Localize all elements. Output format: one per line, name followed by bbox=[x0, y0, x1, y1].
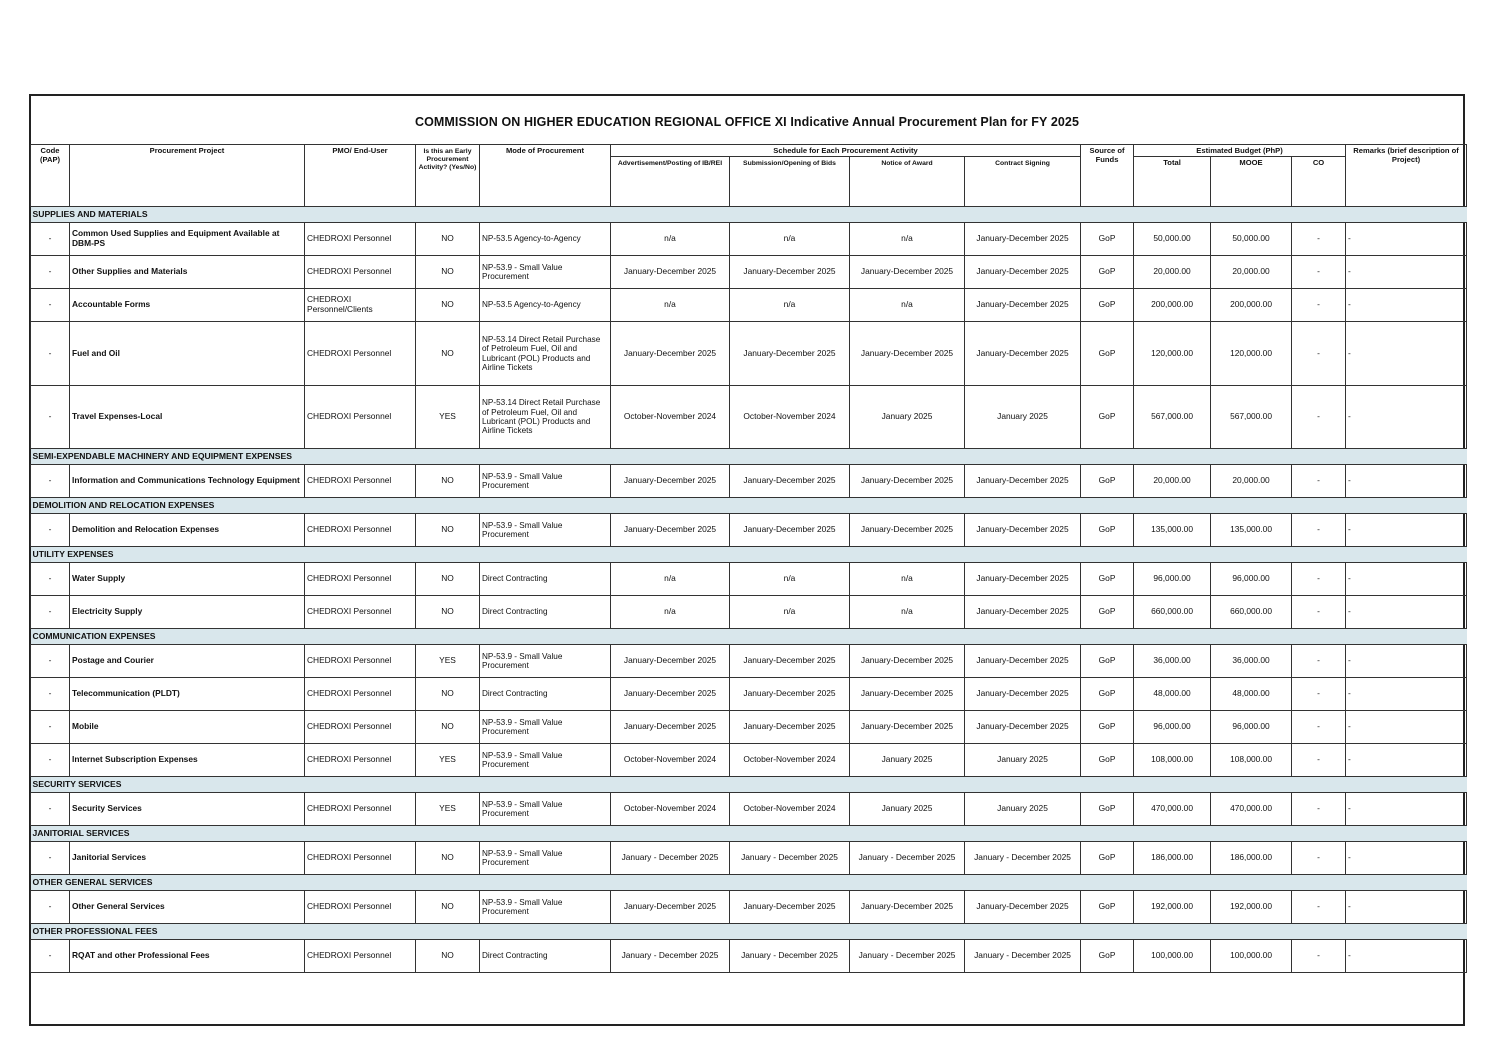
mode-cell: NP-53.9 - Small Value Procurement bbox=[480, 465, 611, 498]
mooe-cell: 20,000.00 bbox=[1211, 465, 1292, 498]
total-cell: 36,000.00 bbox=[1134, 645, 1211, 678]
header-mooe: MOOE bbox=[1211, 157, 1292, 207]
early-cell: NO bbox=[416, 223, 480, 256]
section-row bbox=[31, 547, 1467, 563]
project-cell: Demolition and Relocation Expenses bbox=[70, 514, 305, 547]
submission-cell: October-November 2024 bbox=[730, 386, 850, 449]
project-cell: Fuel and Oil bbox=[70, 322, 305, 386]
funds-cell: GoP bbox=[1081, 793, 1134, 826]
mode-cell: NP-53.9 - Small Value Procurement bbox=[480, 711, 611, 744]
total-cell: 20,000.00 bbox=[1134, 465, 1211, 498]
section-title: SEMI-EXPENDABLE MACHINERY AND EQUIPMENT EXPENSES bbox=[31, 449, 1467, 465]
remarks-cell: - bbox=[1346, 678, 1467, 711]
table-row bbox=[31, 289, 1467, 322]
table-row bbox=[31, 322, 1467, 386]
funds-cell: GoP bbox=[1081, 223, 1134, 256]
early-cell: NO bbox=[416, 678, 480, 711]
submission-cell: January-December 2025 bbox=[730, 322, 850, 386]
funds-cell: GoP bbox=[1081, 465, 1134, 498]
table-row bbox=[31, 223, 1467, 256]
code-cell: - bbox=[31, 793, 70, 826]
remarks-cell: - bbox=[1346, 940, 1467, 973]
funds-cell: GoP bbox=[1081, 514, 1134, 547]
advertisement-cell: January-December 2025 bbox=[611, 891, 730, 924]
header-mode: Mode of Procurement bbox=[480, 145, 611, 207]
mode-cell: Direct Contracting bbox=[480, 940, 611, 973]
code-cell: - bbox=[31, 842, 70, 875]
header-code: Code (PAP) bbox=[31, 145, 70, 207]
total-cell: 192,000.00 bbox=[1134, 891, 1211, 924]
mode-cell: NP-53.9 - Small Value Procurement bbox=[480, 842, 611, 875]
submission-cell: January-December 2025 bbox=[730, 711, 850, 744]
project-cell: Janitorial Services bbox=[70, 842, 305, 875]
submission-cell: January-December 2025 bbox=[730, 514, 850, 547]
table-row bbox=[31, 891, 1467, 924]
project-cell: RQAT and other Professional Fees bbox=[70, 940, 305, 973]
remarks-cell: - bbox=[1346, 514, 1467, 547]
code-cell: - bbox=[31, 678, 70, 711]
notice-of-award-cell: January-December 2025 bbox=[850, 322, 965, 386]
remarks-cell: - bbox=[1346, 744, 1467, 777]
total-cell: 96,000.00 bbox=[1134, 711, 1211, 744]
mooe-cell: 120,000.00 bbox=[1211, 322, 1292, 386]
code-cell: - bbox=[31, 256, 70, 289]
advertisement-cell: October-November 2024 bbox=[611, 744, 730, 777]
notice-of-award-cell: January-December 2025 bbox=[850, 256, 965, 289]
co-cell: - bbox=[1292, 514, 1346, 547]
submission-cell: n/a bbox=[730, 563, 850, 596]
total-cell: 20,000.00 bbox=[1134, 256, 1211, 289]
code-cell: - bbox=[31, 322, 70, 386]
funds-cell: GoP bbox=[1081, 256, 1134, 289]
pmo-cell: CHEDROXI Personnel bbox=[305, 223, 416, 256]
advertisement-cell: January-December 2025 bbox=[611, 514, 730, 547]
code-cell: - bbox=[31, 289, 70, 322]
total-cell: 48,000.00 bbox=[1134, 678, 1211, 711]
header-contract-signing: Contract Signing bbox=[965, 157, 1081, 207]
early-cell: NO bbox=[416, 891, 480, 924]
remarks-cell: - bbox=[1346, 563, 1467, 596]
section-row bbox=[31, 875, 1467, 891]
notice-of-award-cell: January - December 2025 bbox=[850, 940, 965, 973]
header-early: Is this an Early Procurement Activity? (Yes/No) bbox=[416, 145, 480, 207]
code-cell: - bbox=[31, 596, 70, 629]
mode-cell: NP-53.9 - Small Value Procurement bbox=[480, 744, 611, 777]
mooe-cell: 36,000.00 bbox=[1211, 645, 1292, 678]
early-cell: NO bbox=[416, 842, 480, 875]
project-cell: Travel Expenses-Local bbox=[70, 386, 305, 449]
header-pmo: PMO/ End-User bbox=[305, 145, 416, 207]
funds-cell: GoP bbox=[1081, 596, 1134, 629]
project-cell: Security Services bbox=[70, 793, 305, 826]
table-row bbox=[31, 940, 1467, 973]
project-cell: Accountable Forms bbox=[70, 289, 305, 322]
table-row bbox=[31, 386, 1467, 449]
table-row bbox=[31, 645, 1467, 678]
header-funds: Source of Funds bbox=[1081, 145, 1134, 207]
notice-of-award-cell: January-December 2025 bbox=[850, 514, 965, 547]
mode-cell: NP-53.14 Direct Retail Purchase of Petroleum Fuel, Oil and Lubricant (POL) Products and Airline Tickets bbox=[480, 386, 611, 449]
section-title: UTILITY EXPENSES bbox=[31, 547, 1467, 563]
header-schedule: Schedule for Each Procurement Activity bbox=[611, 145, 1081, 157]
early-cell: YES bbox=[416, 645, 480, 678]
table-row bbox=[31, 256, 1467, 289]
project-cell: Other Supplies and Materials bbox=[70, 256, 305, 289]
funds-cell: GoP bbox=[1081, 744, 1134, 777]
section-row bbox=[31, 449, 1467, 465]
project-cell: Water Supply bbox=[70, 563, 305, 596]
advertisement-cell: January - December 2025 bbox=[611, 842, 730, 875]
submission-cell: January-December 2025 bbox=[730, 645, 850, 678]
project-cell: Telecommunication (PLDT) bbox=[70, 678, 305, 711]
table-row bbox=[31, 678, 1467, 711]
section-title: JANITORIAL SERVICES bbox=[31, 826, 1467, 842]
early-cell: NO bbox=[416, 289, 480, 322]
pmo-cell: CHEDROXI Personnel bbox=[305, 645, 416, 678]
funds-cell: GoP bbox=[1081, 940, 1134, 973]
remarks-cell: - bbox=[1346, 289, 1467, 322]
project-cell: Internet Subscription Expenses bbox=[70, 744, 305, 777]
funds-cell: GoP bbox=[1081, 711, 1134, 744]
total-cell: 108,000.00 bbox=[1134, 744, 1211, 777]
section-row bbox=[31, 924, 1467, 940]
co-cell: - bbox=[1292, 289, 1346, 322]
mode-cell: Direct Contracting bbox=[480, 678, 611, 711]
table-row bbox=[31, 744, 1467, 777]
remarks-cell: - bbox=[1346, 842, 1467, 875]
header-advertisement: Advertisement/Posting of IB/REI bbox=[611, 157, 730, 207]
pmo-cell: CHEDROXI Personnel bbox=[305, 322, 416, 386]
mode-cell: NP-53.9 - Small Value Procurement bbox=[480, 891, 611, 924]
mooe-cell: 135,000.00 bbox=[1211, 514, 1292, 547]
project-cell: Common Used Supplies and Equipment Available at DBM-PS bbox=[70, 223, 305, 256]
notice-of-award-cell: January - December 2025 bbox=[850, 842, 965, 875]
pmo-cell: CHEDROXI Personnel bbox=[305, 465, 416, 498]
contract-signing-cell: January - December 2025 bbox=[965, 940, 1081, 973]
advertisement-cell: n/a bbox=[611, 289, 730, 322]
notice-of-award-cell: January 2025 bbox=[850, 793, 965, 826]
contract-signing-cell: January-December 2025 bbox=[965, 223, 1081, 256]
mooe-cell: 96,000.00 bbox=[1211, 711, 1292, 744]
notice-of-award-cell: January-December 2025 bbox=[850, 711, 965, 744]
advertisement-cell: n/a bbox=[611, 596, 730, 629]
header-co: CO bbox=[1292, 157, 1346, 207]
section-row bbox=[31, 777, 1467, 793]
early-cell: NO bbox=[416, 256, 480, 289]
contract-signing-cell: January-December 2025 bbox=[965, 891, 1081, 924]
co-cell: - bbox=[1292, 645, 1346, 678]
pmo-cell: CHEDROXI Personnel bbox=[305, 563, 416, 596]
procurement-table bbox=[30, 144, 1467, 973]
table-row bbox=[31, 711, 1467, 744]
advertisement-cell: January-December 2025 bbox=[611, 678, 730, 711]
code-cell: - bbox=[31, 563, 70, 596]
advertisement-cell: January-December 2025 bbox=[611, 256, 730, 289]
early-cell: YES bbox=[416, 744, 480, 777]
submission-cell: January-December 2025 bbox=[730, 678, 850, 711]
section-row bbox=[31, 826, 1467, 842]
notice-of-award-cell: January-December 2025 bbox=[850, 891, 965, 924]
section-title: SUPPLIES AND MATERIALS bbox=[31, 207, 1467, 223]
header-budget: Estimated Budget (PhP) bbox=[1134, 145, 1346, 157]
co-cell: - bbox=[1292, 386, 1346, 449]
code-cell: - bbox=[31, 223, 70, 256]
notice-of-award-cell: January-December 2025 bbox=[850, 645, 965, 678]
mode-cell: Direct Contracting bbox=[480, 596, 611, 629]
project-cell: Electricity Supply bbox=[70, 596, 305, 629]
co-cell: - bbox=[1292, 563, 1346, 596]
mooe-cell: 660,000.00 bbox=[1211, 596, 1292, 629]
remarks-cell: - bbox=[1346, 645, 1467, 678]
procurement-plan-document bbox=[29, 94, 1465, 1026]
total-cell: 100,000.00 bbox=[1134, 940, 1211, 973]
mode-cell: NP-53.14 Direct Retail Purchase of Petroleum Fuel, Oil and Lubricant (POL) Products and Airline Tickets bbox=[480, 322, 611, 386]
early-cell: YES bbox=[416, 793, 480, 826]
notice-of-award-cell: n/a bbox=[850, 223, 965, 256]
early-cell: NO bbox=[416, 563, 480, 596]
mooe-cell: 100,000.00 bbox=[1211, 940, 1292, 973]
table-row bbox=[31, 563, 1467, 596]
table-row bbox=[31, 842, 1467, 875]
section-title: COMMUNICATION EXPENSES bbox=[31, 629, 1467, 645]
mooe-cell: 50,000.00 bbox=[1211, 223, 1292, 256]
co-cell: - bbox=[1292, 678, 1346, 711]
contract-signing-cell: January 2025 bbox=[965, 386, 1081, 449]
early-cell: NO bbox=[416, 465, 480, 498]
code-cell: - bbox=[31, 514, 70, 547]
submission-cell: January-December 2025 bbox=[730, 891, 850, 924]
funds-cell: GoP bbox=[1081, 678, 1134, 711]
total-cell: 567,000.00 bbox=[1134, 386, 1211, 449]
co-cell: - bbox=[1292, 596, 1346, 629]
pmo-cell: CHEDROXI Personnel bbox=[305, 744, 416, 777]
early-cell: NO bbox=[416, 711, 480, 744]
notice-of-award-cell: January 2025 bbox=[850, 744, 965, 777]
mode-cell: NP-53.9 - Small Value Procurement bbox=[480, 793, 611, 826]
section-title: SECURITY SERVICES bbox=[31, 777, 1467, 793]
funds-cell: GoP bbox=[1081, 645, 1134, 678]
section-row bbox=[31, 629, 1467, 645]
pmo-cell: CHEDROXI Personnel bbox=[305, 514, 416, 547]
submission-cell: n/a bbox=[730, 289, 850, 322]
remarks-cell: - bbox=[1346, 711, 1467, 744]
pmo-cell: CHEDROXI Personnel bbox=[305, 711, 416, 744]
code-cell: - bbox=[31, 891, 70, 924]
mooe-cell: 20,000.00 bbox=[1211, 256, 1292, 289]
submission-cell: January - December 2025 bbox=[730, 842, 850, 875]
section-row bbox=[31, 498, 1467, 514]
pmo-cell: CHEDROXI Personnel/Clients bbox=[305, 289, 416, 322]
pmo-cell: CHEDROXI Personnel bbox=[305, 842, 416, 875]
early-cell: NO bbox=[416, 322, 480, 386]
co-cell: - bbox=[1292, 891, 1346, 924]
code-cell: - bbox=[31, 465, 70, 498]
mooe-cell: 108,000.00 bbox=[1211, 744, 1292, 777]
code-cell: - bbox=[31, 940, 70, 973]
notice-of-award-cell: n/a bbox=[850, 596, 965, 629]
early-cell: NO bbox=[416, 596, 480, 629]
contract-signing-cell: January - December 2025 bbox=[965, 842, 1081, 875]
submission-cell: n/a bbox=[730, 596, 850, 629]
table-row bbox=[31, 793, 1467, 826]
total-cell: 96,000.00 bbox=[1134, 563, 1211, 596]
remarks-cell: - bbox=[1346, 596, 1467, 629]
project-cell: Postage and Courier bbox=[70, 645, 305, 678]
mode-cell: NP-53.9 - Small Value Procurement bbox=[480, 256, 611, 289]
advertisement-cell: n/a bbox=[611, 223, 730, 256]
remarks-cell: - bbox=[1346, 386, 1467, 449]
remarks-cell: - bbox=[1346, 793, 1467, 826]
contract-signing-cell: January-December 2025 bbox=[965, 563, 1081, 596]
section-title: DEMOLITION AND RELOCATION EXPENSES bbox=[31, 498, 1467, 514]
notice-of-award-cell: January 2025 bbox=[850, 386, 965, 449]
pmo-cell: CHEDROXI Personnel bbox=[305, 596, 416, 629]
header-notice-of-award: Notice of Award bbox=[850, 157, 965, 207]
mooe-cell: 186,000.00 bbox=[1211, 842, 1292, 875]
mooe-cell: 48,000.00 bbox=[1211, 678, 1292, 711]
mode-cell: NP-53.5 Agency-to-Agency bbox=[480, 223, 611, 256]
table-row bbox=[31, 465, 1467, 498]
pmo-cell: CHEDROXI Personnel bbox=[305, 793, 416, 826]
advertisement-cell: January - December 2025 bbox=[611, 940, 730, 973]
total-cell: 50,000.00 bbox=[1134, 223, 1211, 256]
advertisement-cell: January-December 2025 bbox=[611, 711, 730, 744]
mooe-cell: 470,000.00 bbox=[1211, 793, 1292, 826]
advertisement-cell: October-November 2024 bbox=[611, 793, 730, 826]
pmo-cell: CHEDROXI Personnel bbox=[305, 678, 416, 711]
mooe-cell: 200,000.00 bbox=[1211, 289, 1292, 322]
mooe-cell: 567,000.00 bbox=[1211, 386, 1292, 449]
notice-of-award-cell: n/a bbox=[850, 563, 965, 596]
contract-signing-cell: January-December 2025 bbox=[965, 645, 1081, 678]
mode-cell: NP-53.9 - Small Value Procurement bbox=[480, 645, 611, 678]
co-cell: - bbox=[1292, 711, 1346, 744]
advertisement-cell: n/a bbox=[611, 563, 730, 596]
total-cell: 200,000.00 bbox=[1134, 289, 1211, 322]
advertisement-cell: January-December 2025 bbox=[611, 465, 730, 498]
submission-cell: January-December 2025 bbox=[730, 465, 850, 498]
co-cell: - bbox=[1292, 322, 1346, 386]
code-cell: - bbox=[31, 386, 70, 449]
submission-cell: October-November 2024 bbox=[730, 793, 850, 826]
funds-cell: GoP bbox=[1081, 289, 1134, 322]
contract-signing-cell: January-December 2025 bbox=[965, 322, 1081, 386]
mode-cell: NP-53.5 Agency-to-Agency bbox=[480, 289, 611, 322]
header-submission: Submission/Opening of Bids bbox=[730, 157, 850, 207]
notice-of-award-cell: n/a bbox=[850, 289, 965, 322]
header-project: Procurement Project bbox=[70, 145, 305, 207]
contract-signing-cell: January-December 2025 bbox=[965, 711, 1081, 744]
remarks-cell: - bbox=[1346, 256, 1467, 289]
early-cell: NO bbox=[416, 940, 480, 973]
funds-cell: GoP bbox=[1081, 563, 1134, 596]
mooe-cell: 96,000.00 bbox=[1211, 563, 1292, 596]
co-cell: - bbox=[1292, 793, 1346, 826]
page-title: COMMISSION ON HIGHER EDUCATION REGIONAL OFFICE XI Indicative Annual Procurement Plan for FY 2025 bbox=[414, 115, 1080, 129]
table-body bbox=[31, 207, 1467, 973]
contract-signing-cell: January-December 2025 bbox=[965, 678, 1081, 711]
project-cell: Other General Services bbox=[70, 891, 305, 924]
total-cell: 470,000.00 bbox=[1134, 793, 1211, 826]
co-cell: - bbox=[1292, 256, 1346, 289]
funds-cell: GoP bbox=[1081, 842, 1134, 875]
pmo-cell: CHEDROXI Personnel bbox=[305, 891, 416, 924]
submission-cell: January-December 2025 bbox=[730, 256, 850, 289]
mode-cell: Direct Contracting bbox=[480, 563, 611, 596]
funds-cell: GoP bbox=[1081, 891, 1134, 924]
project-cell: Information and Communications Technology Equipment bbox=[70, 465, 305, 498]
remarks-cell: - bbox=[1346, 223, 1467, 256]
remarks-cell: - bbox=[1346, 465, 1467, 498]
co-cell: - bbox=[1292, 842, 1346, 875]
mode-cell: NP-53.9 - Small Value Procurement bbox=[480, 514, 611, 547]
total-cell: 120,000.00 bbox=[1134, 322, 1211, 386]
early-cell: NO bbox=[416, 514, 480, 547]
submission-cell: October-November 2024 bbox=[730, 744, 850, 777]
total-cell: 660,000.00 bbox=[1134, 596, 1211, 629]
notice-of-award-cell: January-December 2025 bbox=[850, 678, 965, 711]
notice-of-award-cell: January-December 2025 bbox=[850, 465, 965, 498]
total-cell: 135,000.00 bbox=[1134, 514, 1211, 547]
pmo-cell: CHEDROXI Personnel bbox=[305, 386, 416, 449]
remarks-cell: - bbox=[1346, 322, 1467, 386]
code-cell: - bbox=[31, 744, 70, 777]
pmo-cell: CHEDROXI Personnel bbox=[305, 940, 416, 973]
table-row bbox=[31, 596, 1467, 629]
advertisement-cell: October-November 2024 bbox=[611, 386, 730, 449]
header-remarks: Remarks (brief description of Project) bbox=[1346, 145, 1467, 207]
table-row bbox=[31, 514, 1467, 547]
co-cell: - bbox=[1292, 223, 1346, 256]
submission-cell: n/a bbox=[730, 223, 850, 256]
code-cell: - bbox=[31, 711, 70, 744]
section-title: OTHER GENERAL SERVICES bbox=[31, 875, 1467, 891]
contract-signing-cell: January 2025 bbox=[965, 793, 1081, 826]
advertisement-cell: January-December 2025 bbox=[611, 645, 730, 678]
co-cell: - bbox=[1292, 940, 1346, 973]
funds-cell: GoP bbox=[1081, 322, 1134, 386]
contract-signing-cell: January-December 2025 bbox=[965, 596, 1081, 629]
total-cell: 186,000.00 bbox=[1134, 842, 1211, 875]
submission-cell: January - December 2025 bbox=[730, 940, 850, 973]
code-cell: - bbox=[31, 645, 70, 678]
early-cell: YES bbox=[416, 386, 480, 449]
advertisement-cell: January-December 2025 bbox=[611, 322, 730, 386]
co-cell: - bbox=[1292, 744, 1346, 777]
pmo-cell: CHEDROXI Personnel bbox=[305, 256, 416, 289]
project-cell: Mobile bbox=[70, 711, 305, 744]
contract-signing-cell: January-December 2025 bbox=[965, 514, 1081, 547]
contract-signing-cell: January-December 2025 bbox=[965, 256, 1081, 289]
header-total: Total bbox=[1134, 157, 1211, 207]
section-row bbox=[31, 207, 1467, 223]
contract-signing-cell: January 2025 bbox=[965, 744, 1081, 777]
section-title: OTHER PROFESSIONAL FEES bbox=[31, 924, 1467, 940]
mooe-cell: 192,000.00 bbox=[1211, 891, 1292, 924]
contract-signing-cell: January-December 2025 bbox=[965, 465, 1081, 498]
contract-signing-cell: January-December 2025 bbox=[965, 289, 1081, 322]
remarks-cell: - bbox=[1346, 891, 1467, 924]
co-cell: - bbox=[1292, 465, 1346, 498]
funds-cell: GoP bbox=[1081, 386, 1134, 449]
